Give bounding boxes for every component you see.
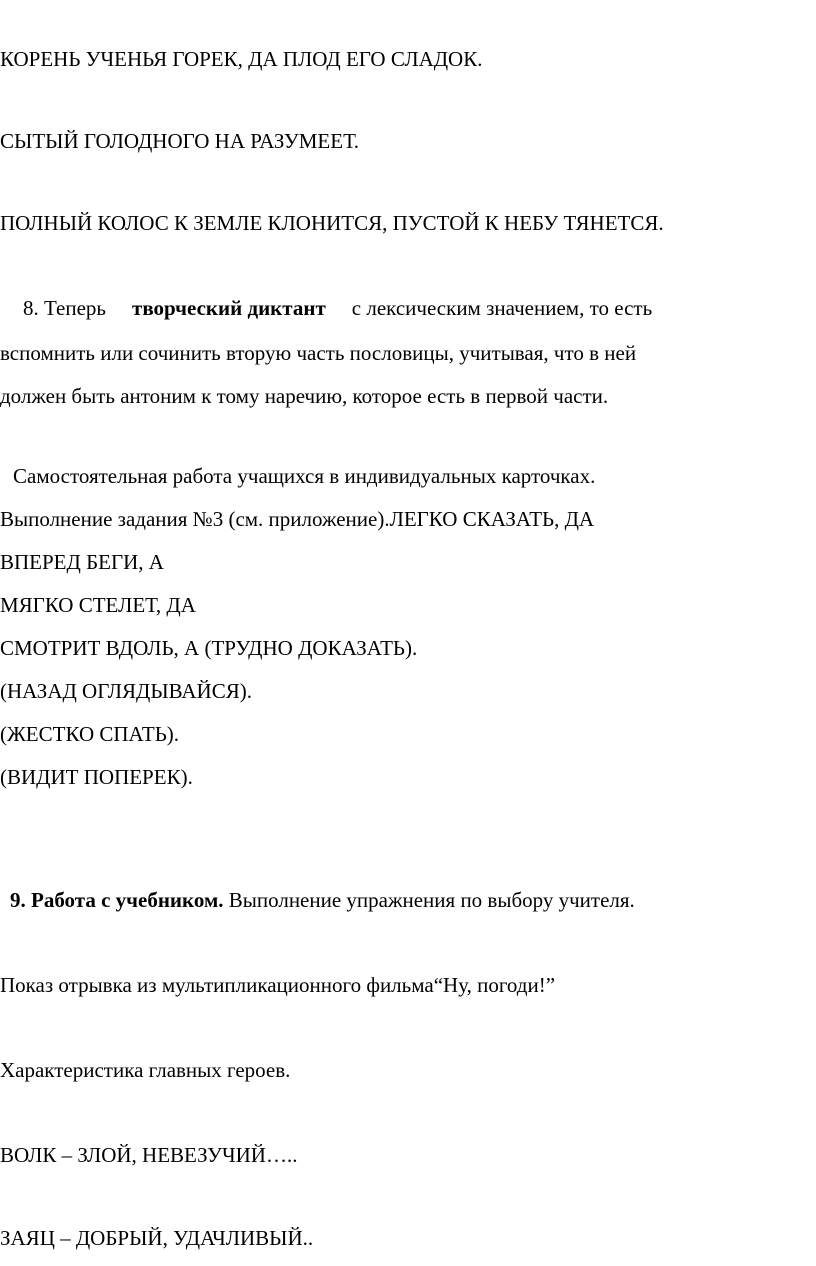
task8-paragraph-line3: должен быть антоним к тому наречию, которое есть в первой части. [0, 384, 609, 408]
task8-bold: творческий диктант [132, 296, 326, 320]
proverb-line: ПОЛНЫЙ КОЛОС К ЗЕМЛЕ КЛОНИТСЯ, ПУСТОЙ К НЕБУ ТЯНЕТСЯ. [0, 211, 664, 235]
cartoon-prefix: Показ отрывка из мультипликационного фильма [0, 973, 434, 997]
card-item: (ЖЕСТКО СПАТЬ). [0, 722, 179, 746]
proverb-line: СЫТЫЙ ГОЛОДНОГО НА РАЗУМЕЕТ. [0, 129, 360, 153]
proverb-line: КОРЕНЬ УЧЕНЬЯ ГОРЕК, ДА ПЛОД ЕГО СЛАДОК. [0, 47, 483, 71]
card-item: ВПЕРЕД БЕГИ, А [0, 550, 164, 574]
task8-prefix: 8. Теперь [23, 296, 106, 320]
character-wolf: ВОЛК – ЗЛОЙ, НЕВЕЗУЧИЙ….. [0, 1143, 298, 1167]
task8-suffix: с лексическим значением, то есть [351, 296, 653, 320]
task9-heading: 9. Работа с учебником. [10, 888, 224, 912]
task8-paragraph-line2: вспомнить или сочинить вторую часть пословицы, учитывая, что в ней [0, 341, 637, 365]
independent-work-line2: Выполнение задания №3 (см. приложение).ЛЕГКО СКАЗАТЬ, ДА [0, 507, 595, 531]
task9-text: Выполнение упражнения по выбору учителя. [228, 888, 635, 912]
independent-work-line1: Самостоятельная работа учащихся в индивидуальных карточках. [13, 464, 596, 488]
character-hare: ЗАЯЦ – ДОБРЫЙ, УДАЧЛИВЫЙ.. [0, 1226, 314, 1250]
card-item: МЯГКО СТЕЛЕТ, ДА [0, 593, 196, 617]
card-item: (НАЗАД ОГЛЯДЫВАЙСЯ). [0, 679, 252, 703]
characters-heading: Характеристика главных героев. [0, 1058, 291, 1082]
card-item: СМОТРИТ ВДОЛЬ, А (ТРУДНО ДОКАЗАТЬ). [0, 636, 418, 660]
card-item: (ВИДИТ ПОПЕРЕК). [0, 765, 193, 789]
cartoon-title: “Ну, погоди!” [433, 973, 556, 997]
task9-line [10, 890, 635, 911]
cartoon-line [0, 975, 555, 996]
task8-paragraph-line1 [23, 298, 652, 319]
